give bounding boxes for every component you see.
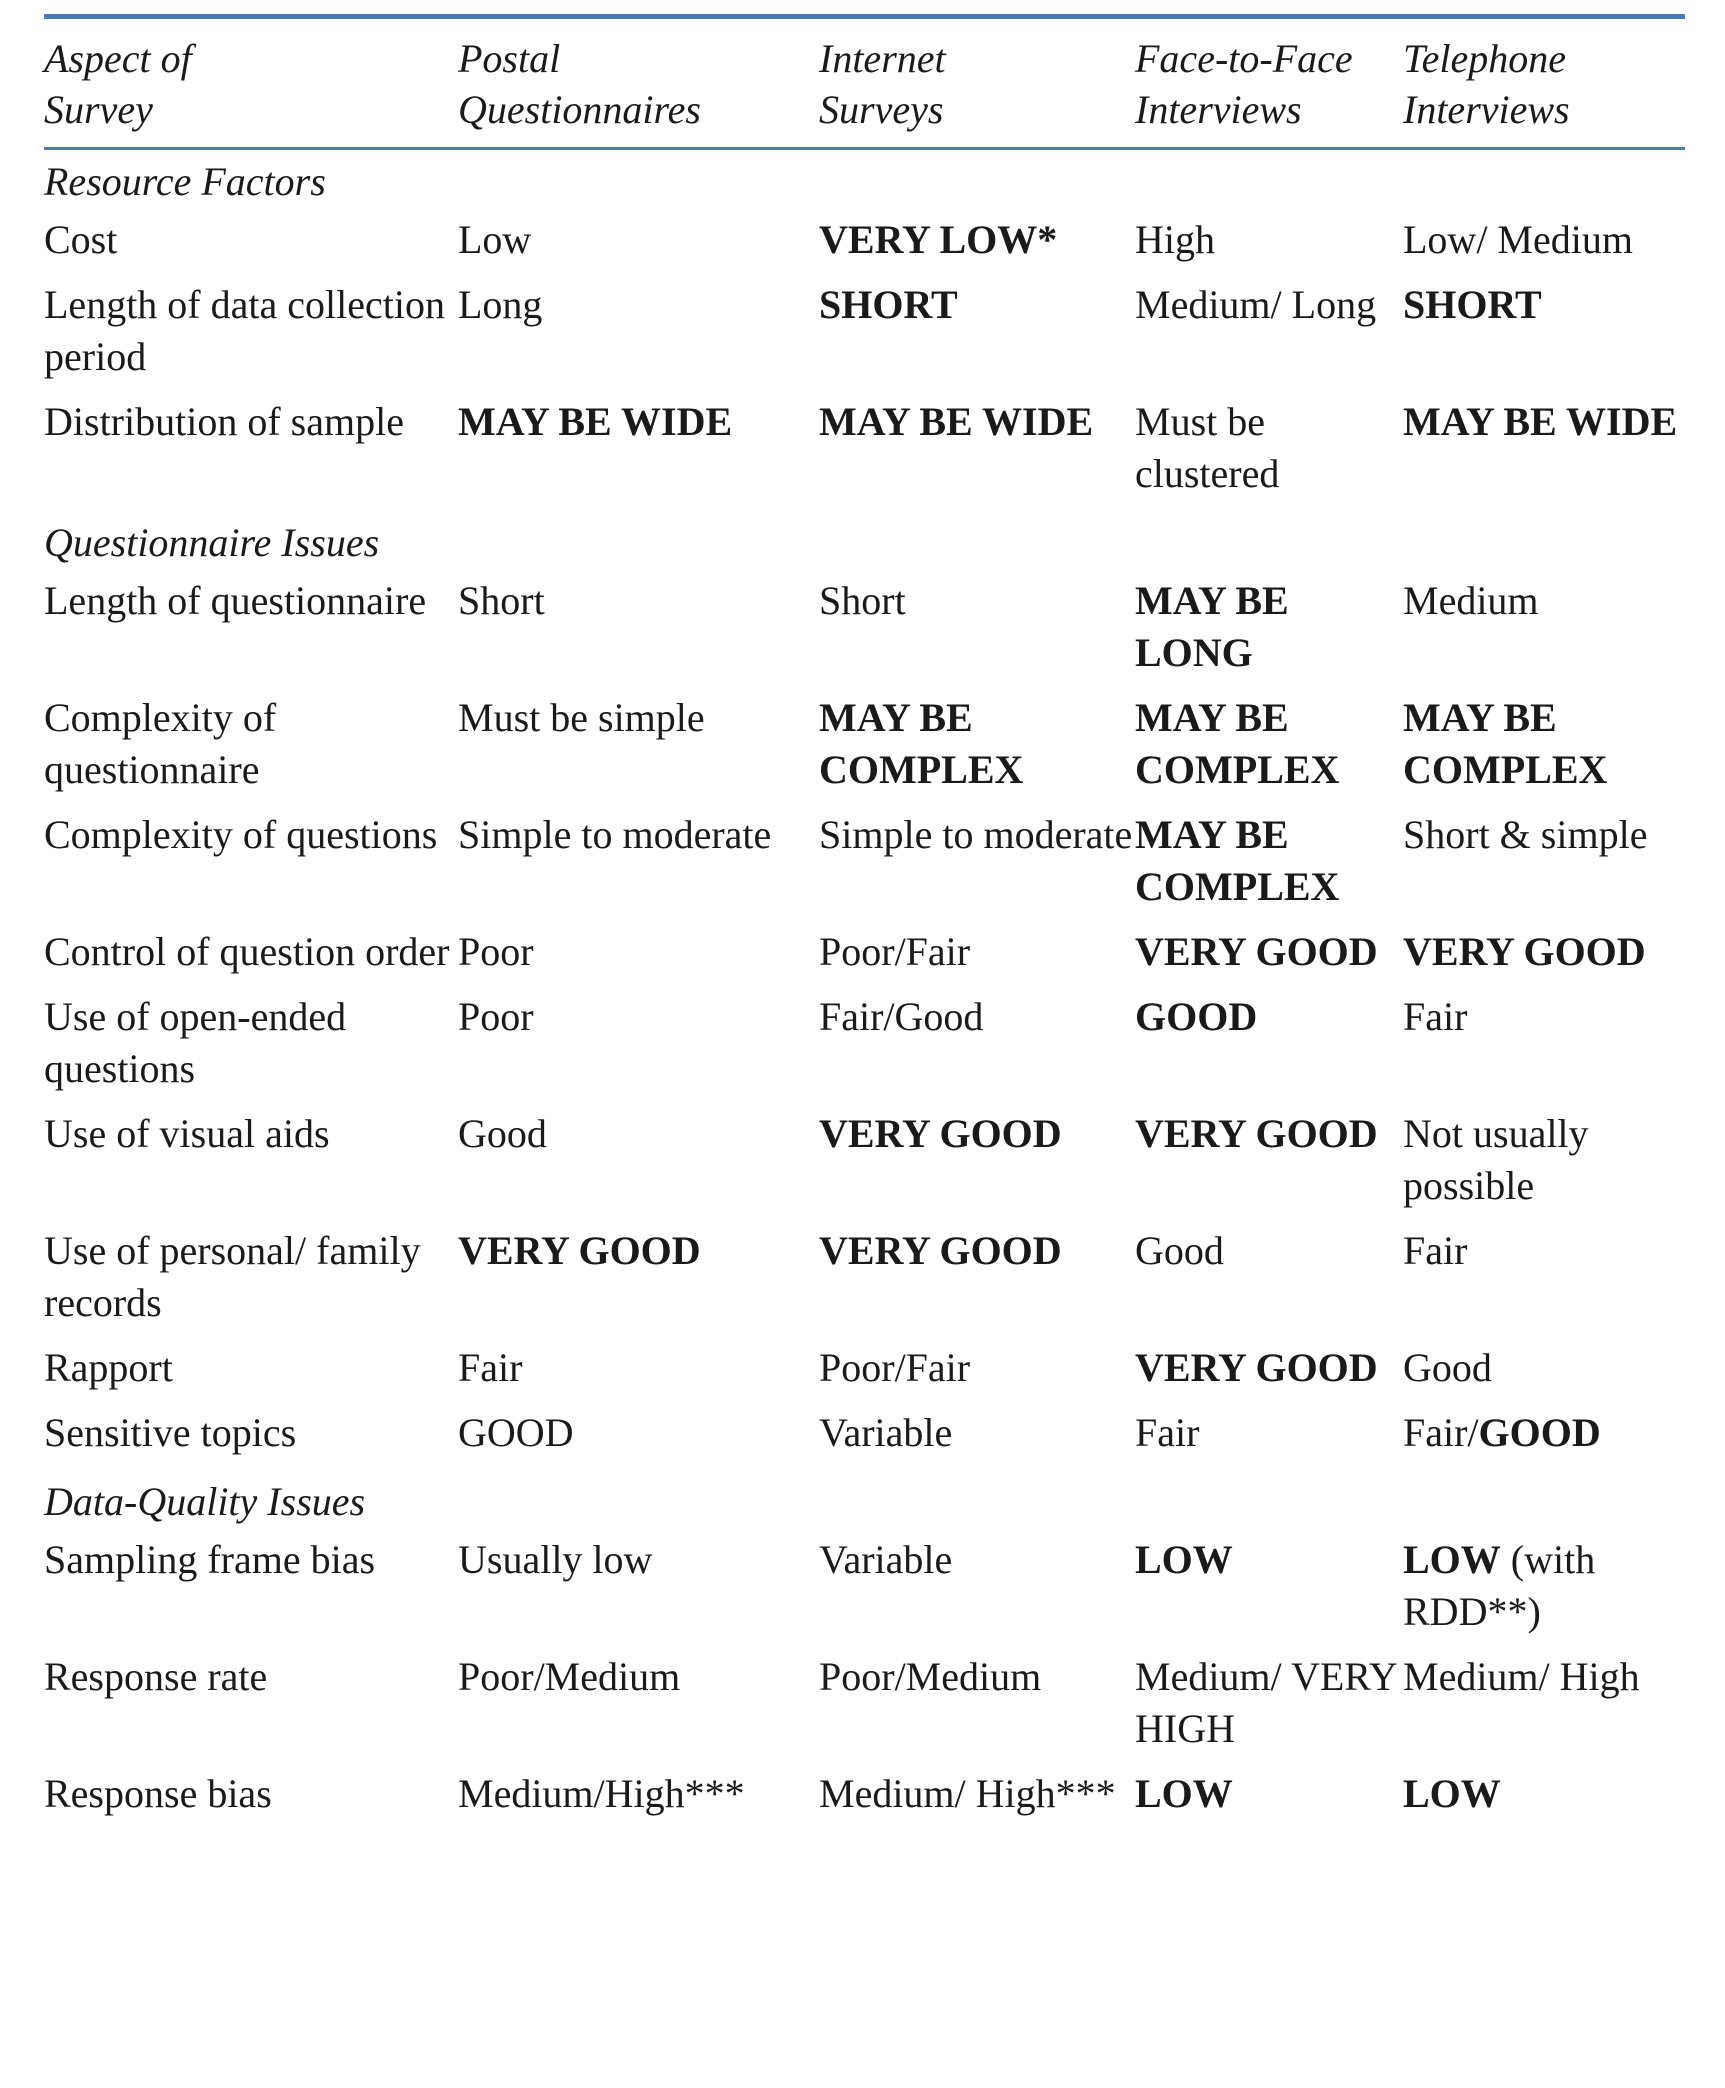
rating-cell-face-to-face	[1135, 809, 1403, 926]
rating-cell-postal	[458, 926, 819, 991]
cell-text: Good	[1135, 1228, 1224, 1273]
rating-cell-internet	[819, 575, 1135, 692]
aspect-cell: Use of open-ended questions	[44, 994, 347, 1091]
rating-cell-telephone	[1403, 809, 1685, 926]
cell-text: SHORT	[819, 282, 958, 327]
cell-text: Good	[458, 1111, 547, 1156]
rating-cell-face-to-face	[1135, 991, 1403, 1108]
rating-cell-internet	[819, 809, 1135, 926]
table-row	[44, 1108, 1685, 1225]
rating-cell-face-to-face	[1135, 1407, 1403, 1472]
header-text: Interviews	[1403, 87, 1570, 132]
header-text: Postal	[458, 36, 561, 81]
table-row	[44, 1342, 1685, 1407]
cell-text: VERY GOOD	[458, 1228, 701, 1273]
section-row	[44, 513, 1685, 575]
rating-cell-internet	[819, 214, 1135, 279]
aspect-cell: Cost	[44, 217, 118, 262]
cell-text: High	[1135, 217, 1215, 262]
rating-cell-face-to-face	[1135, 396, 1403, 513]
rating-cell-face-to-face	[1135, 1342, 1403, 1407]
cell-text: VERY GOOD	[819, 1228, 1062, 1273]
rating-cell-telephone	[1403, 926, 1685, 991]
aspect-cell: Complexity of questionnaire	[44, 695, 277, 792]
cell-text: LOW	[1135, 1537, 1233, 1582]
cell-text: Medium	[1403, 578, 1539, 623]
aspect-cell: Control of question order	[44, 929, 450, 974]
aspect-cell: Length of questionnaire	[44, 578, 427, 623]
rating-cell-telephone	[1403, 214, 1685, 279]
cell-text: Short	[819, 578, 906, 623]
cell-text: VERY GOOD	[1135, 929, 1378, 974]
cell-text: Short & simple	[1403, 812, 1648, 857]
rating-cell-internet	[819, 926, 1135, 991]
rating-cell-internet	[819, 1534, 1135, 1651]
rating-cell-face-to-face	[1135, 279, 1403, 396]
cell-text: Poor/Fair	[819, 1345, 971, 1390]
rating-cell-telephone	[1403, 1225, 1685, 1342]
rating-cell-postal	[458, 1225, 819, 1342]
cell-text: Poor/Medium	[458, 1654, 681, 1699]
rating-cell-telephone	[1403, 1407, 1685, 1472]
rating-cell-telephone	[1403, 692, 1685, 809]
cell-text: Fair	[458, 1345, 523, 1390]
table-row	[44, 396, 1685, 513]
cell-text: Fair	[1403, 1228, 1468, 1273]
aspect-cell: Length of data collection period	[44, 282, 445, 379]
cell-text: MAY BE COMPLEX	[819, 695, 1024, 792]
survey-comparison-table	[44, 14, 1685, 1833]
rating-cell-telephone	[1403, 1534, 1685, 1651]
header-text: Survey	[44, 87, 153, 132]
cell-text: Poor/Medium	[819, 1654, 1042, 1699]
table-row	[44, 1768, 1685, 1833]
rating-cell-telephone	[1403, 396, 1685, 513]
rating-cell-telephone	[1403, 991, 1685, 1108]
aspect-cell: Rapport	[44, 1345, 173, 1390]
table-row	[44, 1534, 1685, 1651]
rating-cell-face-to-face	[1135, 575, 1403, 692]
cell-text: MAY BE LONG	[1135, 578, 1289, 675]
cell-text: MAY BE WIDE	[458, 399, 733, 444]
cell-text: MAY BE WIDE	[819, 399, 1094, 444]
rating-cell-face-to-face	[1135, 692, 1403, 809]
cell-text: VERY GOOD	[1135, 1111, 1378, 1156]
cell-text: Medium/ High	[1403, 1654, 1640, 1699]
cell-text: LOW	[1403, 1537, 1501, 1582]
rating-cell-postal	[458, 1534, 819, 1651]
table-row	[44, 575, 1685, 692]
rating-cell-internet	[819, 396, 1135, 513]
aspect-cell: Complexity of questions	[44, 812, 438, 857]
cell-text: VERY LOW*	[819, 217, 1058, 262]
cell-text: Low	[458, 217, 532, 262]
aspect-cell: Sensitive topics	[44, 1410, 297, 1455]
column-header-internet	[819, 17, 1135, 149]
rating-cell-postal	[458, 1768, 819, 1833]
cell-text: Good	[1403, 1345, 1492, 1390]
header-text: Surveys	[819, 87, 944, 132]
cell-text: Variable	[819, 1410, 953, 1455]
rating-cell-internet	[819, 1407, 1135, 1472]
cell-text: SHORT	[1403, 282, 1542, 327]
rating-cell-internet	[819, 1651, 1135, 1768]
cell-text: Fair/	[1403, 1410, 1479, 1455]
cell-text: Variable	[819, 1537, 953, 1582]
header-text: Questionnaires	[458, 87, 701, 132]
header-text: Telephone	[1403, 36, 1566, 81]
header-text: Internet	[819, 36, 946, 81]
rating-cell-postal	[458, 809, 819, 926]
rating-cell-postal	[458, 214, 819, 279]
cell-text: Must be clustered	[1135, 399, 1280, 496]
section-row	[44, 1472, 1685, 1534]
rating-cell-telephone	[1403, 1651, 1685, 1768]
rating-cell-telephone	[1403, 575, 1685, 692]
table-body	[44, 149, 1685, 1834]
cell-text: GOOD	[1135, 994, 1258, 1039]
rating-cell-face-to-face	[1135, 1108, 1403, 1225]
table-header	[44, 17, 1685, 149]
rating-cell-telephone	[1403, 1342, 1685, 1407]
column-header-aspect	[44, 17, 458, 149]
rating-cell-postal	[458, 1407, 819, 1472]
section-heading: Data-Quality Issues	[44, 1479, 366, 1524]
header-text: Aspect of	[44, 36, 192, 81]
rating-cell-postal	[458, 1108, 819, 1225]
rating-cell-internet	[819, 991, 1135, 1108]
cell-text: Simple to moderate	[819, 812, 1133, 857]
cell-text: VERY GOOD	[819, 1111, 1062, 1156]
cell-text: Poor/Fair	[819, 929, 971, 974]
cell-text: Long	[458, 282, 543, 327]
rating-cell-postal	[458, 1651, 819, 1768]
rating-cell-postal	[458, 692, 819, 809]
rating-cell-face-to-face	[1135, 1225, 1403, 1342]
table-row	[44, 214, 1685, 279]
cell-text: MAY BE COMPLEX	[1135, 812, 1340, 909]
rating-cell-postal	[458, 279, 819, 396]
cell-text: (with RDD**)	[1403, 1537, 1596, 1634]
section-heading: Questionnaire Issues	[44, 520, 380, 565]
table-row	[44, 926, 1685, 991]
aspect-cell: Use of visual aids	[44, 1111, 330, 1156]
rating-cell-telephone	[1403, 279, 1685, 396]
aspect-cell: Response bias	[44, 1771, 272, 1816]
rating-cell-internet	[819, 692, 1135, 809]
header-row	[44, 17, 1685, 149]
aspect-cell: Sampling frame bias	[44, 1537, 376, 1582]
section-row	[44, 149, 1685, 215]
column-header-telephone	[1403, 17, 1685, 149]
table-row	[44, 1407, 1685, 1472]
cell-text: VERY GOOD	[1135, 1345, 1378, 1390]
cell-text: Fair/Good	[819, 994, 984, 1039]
rating-cell-face-to-face	[1135, 1534, 1403, 1651]
cell-text: Medium/High***	[458, 1771, 745, 1816]
cell-text: Fair	[1403, 994, 1468, 1039]
cell-text: LOW	[1403, 1771, 1501, 1816]
cell-text: GOOD	[458, 1410, 574, 1455]
aspect-cell: Distribution of sample	[44, 399, 404, 444]
table-row	[44, 279, 1685, 396]
cell-text: VERY GOOD	[1403, 929, 1646, 974]
column-header-face-to-face	[1135, 17, 1403, 149]
header-text: Interviews	[1135, 87, 1302, 132]
cell-text: GOOD	[1478, 1410, 1601, 1455]
rating-cell-telephone	[1403, 1108, 1685, 1225]
rating-cell-postal	[458, 1342, 819, 1407]
table-row	[44, 991, 1685, 1108]
rating-cell-internet	[819, 1342, 1135, 1407]
rating-cell-internet	[819, 1108, 1135, 1225]
rating-cell-internet	[819, 1225, 1135, 1342]
cell-text: MAY BE COMPLEX	[1135, 695, 1340, 792]
cell-text: Poor	[458, 994, 534, 1039]
header-text: Face-to-Face	[1135, 36, 1353, 81]
rating-cell-postal	[458, 396, 819, 513]
cell-text: Must be simple	[458, 695, 705, 740]
rating-cell-telephone	[1403, 1768, 1685, 1833]
rating-cell-internet	[819, 1768, 1135, 1833]
cell-text: Simple to moderate	[458, 812, 772, 857]
rating-cell-postal	[458, 575, 819, 692]
table-row	[44, 1651, 1685, 1768]
cell-text: Medium/ High***	[819, 1771, 1116, 1816]
column-header-postal	[458, 17, 819, 149]
cell-text: MAY BE COMPLEX	[1403, 695, 1608, 792]
cell-text: Not usually possible	[1403, 1111, 1589, 1208]
cell-text: Medium/ Long	[1135, 282, 1377, 327]
table-row	[44, 809, 1685, 926]
table-row	[44, 692, 1685, 809]
rating-cell-internet	[819, 279, 1135, 396]
rating-cell-face-to-face	[1135, 1651, 1403, 1768]
cell-text: MAY BE WIDE	[1403, 399, 1678, 444]
cell-text: Low/ Medium	[1403, 217, 1633, 262]
rating-cell-face-to-face	[1135, 1768, 1403, 1833]
section-heading: Resource Factors	[44, 159, 326, 204]
rating-cell-face-to-face	[1135, 926, 1403, 991]
aspect-cell: Use of personal/ family records	[44, 1228, 421, 1325]
cell-text: Poor	[458, 929, 534, 974]
cell-text: LOW	[1135, 1771, 1233, 1816]
aspect-cell: Response rate	[44, 1654, 268, 1699]
rating-cell-face-to-face	[1135, 214, 1403, 279]
cell-text: Usually low	[458, 1537, 653, 1582]
cell-text: Short	[458, 578, 545, 623]
rating-cell-postal	[458, 991, 819, 1108]
table-row	[44, 1225, 1685, 1342]
cell-text: Fair	[1135, 1410, 1200, 1455]
cell-text: Medium/ VERY HIGH	[1135, 1654, 1397, 1751]
